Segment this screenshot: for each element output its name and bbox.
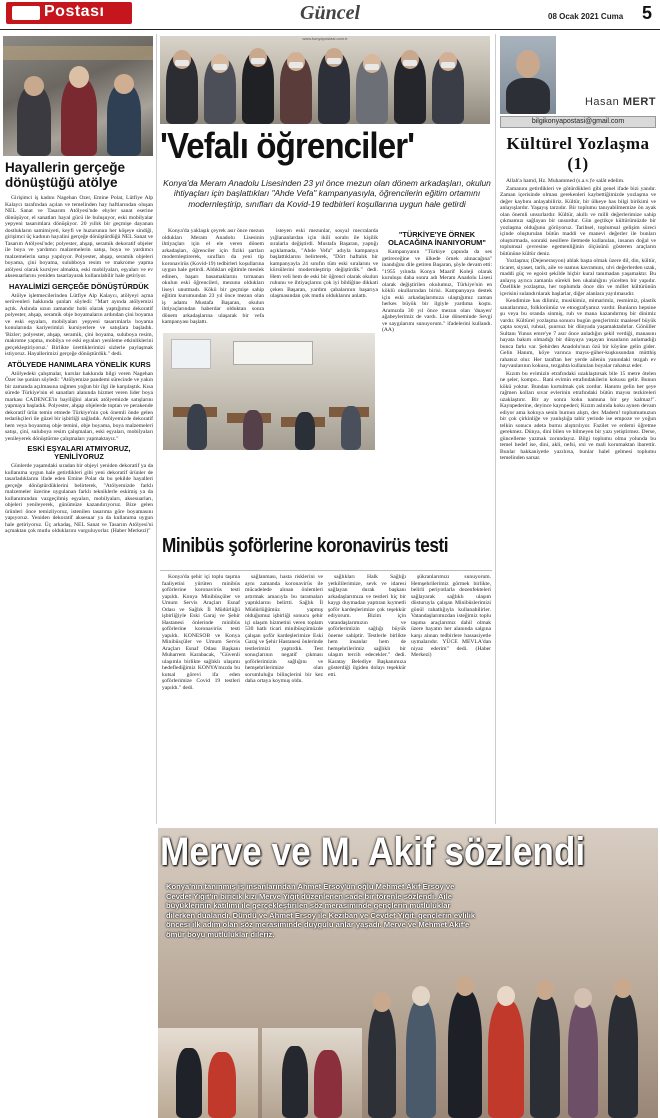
couple-figure [282,1046,308,1118]
main-story-paragraph: Konya'da yaklaşık çeyrek asır önce mezun oldukları Meram Anadolu Lisesinin ihtiyaçları için el ele veren dönem arkadaşları, öğrenciler için fiziki şartları modernleştirerek, sınıfları da yeni tip koronavirüs (Kovid-19) tedbirleri koşullarına uygun hale getirdi. Aldıkları eğitimle meslek edinen, başarı basamaklarını tırmanan okulun eski öğrencileri, mezunu oldukları liseyi unutmadı. Kökü bir geçmişe sahip eğitim kurumundan 23 yıl önce mezun olan iş adamı Mustafa Başaran, okulun ihtiyaçlarından haberdar olduktan sonra dönem arkadaşlarına ulaşarak bir vefa kampanyası başlattı. [162,228,264,325]
masthead-logo-text: Postası [44,3,105,20]
face-mask [289,62,303,68]
secondary-story-paragraph: Konya'da şehir içi toplu taşıma faaliyetini yürüten minibüs şoförlerine koronavirüs testi yapıldı. Konya Minibüsçüler ve Umum Servis Araçları Esnaf Odası ve Sağlık İl Müdürlüğü işbirliğiyle Eski Garaj ve Şehir Hastanesi önlerinde minibüs şoförlerine koronavirüs testi yapıldı. KONESOB ve Konya Minibüsçüler ve Umum Servis Araçları Esnaf Odası Başkanı Muharrem Karabacak, "Güvenli ulaşımla birlikte sağlıklı ulaşımı hedeflediğimiz KONYA'mızda bu kutsal görevi ifa eden şoförlerimize Covid 19 testleri yapıldı." dedi. [162,574,240,691]
main-story-headline: 'Vefalı öğrenciler' [160,125,415,166]
secondary-story-headline: Minibüs şoförlerine koronavirüs testi [162,535,449,557]
person-head [69,66,89,88]
secondary-story-paragraph: sağlanması, hasta risklerini ve aynı zamanda koronavirüs ile mücadelede alınan önlemleri artırmak amacıyla bu taramaları yaptıklarını belirtti. Sağlık İl Müdürlüğümüz yapmış olduğumuz işbirliği sonucu şehir içi ulaşım hizmetini veren toplam 530 hatlı ticari minibüsçümüzde çalışan şoför kardeşlerimize Eski Garaj ve Şehir Hastanesi önlerinde testlerimizi yaptırdık. Test sonuçlarının negatif çıkması şoförlerimizin sağlığını ve hemşehrilerimize olan sorumluluğu bilinçlerini bir kez daha ortaya koymuş oldu. [245,574,323,684]
face-mask [403,60,417,66]
section-divider [160,570,492,571]
column-paragraph: Allah'a hamd, Hz. Muhammed (s.a.v.)'e salât edelim. [506,178,625,184]
column-title: Kültürel Yozlaşma (1) [506,134,650,173]
guest-head [614,978,632,998]
page-number: 5 [642,3,653,23]
guest-head [574,988,592,1008]
left-article-paragraph: Atölye işletmecilerinden Lütfiye Alp Kalaycı, atölyeyi açma serüvenleri hakkında şunları söyledi: "Mart ayında atölyemizi açtık. Aslında uzun zamandır hobi olarak yaptığımız dekoratif polyester, ahşap, seramik obje boyamaların ardından çini boyama ve eski eşyaları, mobilyaları yepyeni tasarımlarla boyama konularında kariyerimizi kursiyerlere ve satışlara başladık. 'Bizler; polyester, ahşap, seramik, çini boyama, suluboya resim, makrome yapma, mobilya ve eski eşyaları yenileme etkinliklerini gerçekleştiriyoruz.' Birlikte ürettiklerimizi sizlerle paylaşmak istiyoruz. Hayallerimizi gerçeğe dönüştürdük." dedi. [5,292,153,357]
column-divider [495,34,496,824]
columnist-last-name: MERT [622,96,656,108]
face-mask [441,62,455,68]
columnist-name [560,96,656,108]
couple-figure [208,1052,236,1118]
issue-date: 08 Ocak 2021 Cuma [548,12,624,21]
person-figure [17,86,51,156]
guest-figure [406,1000,436,1118]
guest-figure [368,1006,396,1118]
left-article-paragraph: Atölyedeki çalışmalar, kurslar hakkında bilgi veren Nagehan Özer ise şunları söyledi: "Atölyemize pandemi sürecinde ve yakın bir zamanda açılmasına rağmen yoğun bir ilgi ile karşılaştık. Kısa sürede Türkiye'nin el sanatları alanında hizmet veren lider boya markası CADENCE'in bayiliğini alarak atölyemizde satışlarını yapmaya başladık. Polyester, ahşap objelerde toptan ve perakende dekoratif ürün temin etmede Türkiye'nin çok önemli önde gelen tedarikçileri ile güzel bir işbirliği sağladık. Atölyemizde dekoratif hem veya boyanmış obje temini, obje boyama, boya malzemeleri satışı, çini, suluboya resim çalışmaları, eski eşyaları, mobilyaları yenileyerek dönüştürme çalışmaları yapmaktayız." [5,370,153,442]
column-paragraph: Kızım bu evimizin etrafındaki uzaklaştırsak bile 15 metre ötelen ne şeler, kompo... Rani evimin etrafındakilerin kokusu gelir. Bunun kökü yoktur. Bundan kurtulmak çok zordur. Hanımı gelin her şeye rağmen kolları sıvar evlerinin etrafındaki bütün mayısı tezkireleri uzaklaştırır. Bir ay sonra koku namuna bir şey kalmaz!". Kaynpederine, deyince kaynpederi; Kızım aslında koku aynen devam ediyor ama kokuya senin burnun alıştı, der. Madem! toplumumuzun bir çok çirkinliğe ve yanlışlığa tabir yerinde ise empoze ve yoğun telkin sonucu adeta burnu alıştırılıyor. Fazilet ve erdemi öğretme gerekmez. Dünya, dini bilen ve bilmeyen bir yazı yetiştirmez. Derse, güncelleme yazmak zorundayız. Bilgi toplumu olma yolunda bu temel hedef ise, dini, akli, nefsi, ırsi ve mali korumaktan ibarettir. Bunlar hakkaniyetle yazılırsa, bunlar halel gelmesi toplumu temelinden sarsar. [500,370,656,461]
face-mask [175,60,189,66]
student-figure [341,406,361,450]
section-title: Güncel [300,2,360,24]
main-story-lead: Konya'da Meram Anadolu Lisesinden 23 yıl önce mezun olan dönem arkadaşları, okulun ihtiyaçları için başlattıkları "Ahde Vefa" kampanyasıyla, öğrencilerin eğitim ortamını modernleştirip, sınıfları da Kovid-19 tedbirleri koşullarına uygun hale getirdi [163,178,491,209]
column-divider [156,34,157,824]
bride-figure [488,1000,524,1118]
guest-figure [568,1002,598,1118]
bottom-story-lead: Konya'nın tanınmış iş insanlarından Ahmet Ersoy'un oğlu Mehmet Akif Ersoy ve Cevdet Yiğit'in biricik kızı Merve Yiğit düzenlenen sade bir törenle sözlendi. Aile büyüklerinin katılımı ile gerçekleştirilen söz merasiminde gençlerin mutluluklar dilerken dualandı. Dündü ve Ahmet Ersoy ile Keziban ve Cevdet Yiğit, gençlerin evlilik öncesi ilk adım olan söz merasiminde duygulu anlar yaşadı. Merve ve Mehmet Akif'e ömür boyu mutluluklar dileriz. [166,882,476,939]
secondary-story-col-1 [162,574,240,824]
shelf [3,46,153,60]
masthead-logo[interactable] [6,2,132,24]
left-article-subhead: ESKİ EŞYALARI ATMIYORUZ, YENİLİYORUZ [27,444,131,461]
left-article-paragraph: Günlerde yaşamdaki sıradan bir objeyi yeniden dekoratif ya da kullanıma uygun hale getirdikleri gibi yeni dekoratif ürünler de tasarladıklarını ifade eden Emine Polat da bu şekilde hayalleri gerçeğe dönüştürdüklerini belirterek, "Atölyemizde farklı malzemeler üzerine uygulanan farklı tekniklerle eskimiş ya da kullanımından vazgeçilmiş eşyaları, mobilyaları, aksesuarları, objeleri yenileyerek, günümüze kazandırıyoruz. Bize gelen ürünleri önce temizliyoruz, istenilen tasarıma göre boyamasını yapıyoruz. Yeniden dekoratif aksesuar ya da kullanıma uygun hale getiriyoruz. Üç arkadaş, NEL Sanat ve Tasarım Atölyesi'ni açmaktan çok mutlu olduklarını vurguluyorlar. (Haber Merkezi)" [5,463,153,534]
couple-figure [314,1050,342,1118]
logo-mark-icon [12,6,40,20]
left-article-body [5,195,153,1115]
left-article-paragraph: Girişimci iş kadını Nagehan Özer, Emine Polat, Lütfiye Alp Kalaycı tarafından açılan ve temelinden hay haftlarından oluşan NEL Sanat ve Tasarım Atölyesi'nde ehyler sanat eserine dönüşüyor, el sanatları hayal gücü ile buluşuyor, eski mobilyalar yepyeni tasarımlara dönüşüyor. 20 yıllık bir geçmişe dayanan dostlukların samimiyeti, keyfi ve huzurunun her köşeye sindiği, girişimci üç kadının hayalini gerçeğe dönüştürdüğü NEL Sanat ve Tasarım Atölyesi'nde; polyester, ahşap, seramik dekoratif objeler ile boya ve yardımcı malzemelerin satışı, boya ve yardımcı malzemelerin satışı yapılıyor. Polyester, ahşap, seramik objeleri boyama, çini boyama, sulubboya resim ve makrome yapma atölyesi olarak kursiyer almakta, eski mobilyaları, eşyaları ve ev aksesuarlarını yeniden tasarlayarak kullanılabilir hale getiriyor. [5,195,153,279]
atolye-photo [3,36,153,156]
guest-head [412,986,430,1006]
person-head [114,74,134,94]
guest-head [536,980,554,1000]
column-paragraph: Kendimize has dilimiz, musikimiz, mimarimiz, resmimiz, plastik sanatlarımız, folklorümüz ve etnografyamız vardır. Bunların hepsine şu veya bu oranda sinmiş, ruh ve mana kazandırmış bir dinimiz vardır. Kültürel yozlaşma sonucu bugün gençlerimiz maalesef büyük çapta sosyal, ruhsal, şuursuz bir dünyada yaşamaktadırlar. Gönüller Sultanı Yunus emre'ye 7 asır önce anladığın şekil verdiği, manasını hayata bakım olmadığı bir dünyaya yaşayan insanların anlamadığı bunca farkı var. Şehirden Anadolu'nun özü bir köyüne gelin gider. Gelin Hanım, köye varınca mayıs-güher-kuşkusundan mütthiş rahatsız olur. Her taraftan her yerde ailenin yanındaki tezgah ev hayvanlarının kokusu, tezgahta kullanılan boyalar rahatsız eder. [500,298,656,369]
bride-head [497,986,515,1006]
columnist-photo [500,36,556,114]
student-figure [295,412,315,450]
student-figure [187,404,207,450]
column-paragraph: Yozlaşma; (Dejenerasyon) ahlak başta olmak üzere dil, din, kültür, ticaret, siyaset, tarih, aile ve namus kavramını, ulvi değerlerden uzak, maddi güç ve egoist şekilde hiçbir kural tanımadan yaşamaktır. Bu anlayış ayrıca zamanla sürekli ben ukalalığını yücelten bir yapıdır. Özellikle yozlaşma, her toplumda önce din ve millet kültürünün içerisini sulandırılarak başlarlar, diğer alanlara yayılmasıdır. [500,258,656,297]
person-figure [107,84,141,156]
columnist-body [506,78,550,114]
couple-photo [262,1028,362,1118]
secondary-story-col-4 [411,574,491,824]
left-article-subhead: ATÖLYEDE HANIMLARA YÖNELİK KURS [7,359,151,369]
couple-figure [176,1048,202,1118]
left-article-subhead: HAYALİMİZİ GERÇEĞE DÖNÜŞTÜRDÜK [9,281,149,291]
person-figure [61,78,97,156]
main-story-subhead: "TÜRKİYE'YE ÖRNEK OLACAĞINA İNANIYORUM" [388,230,486,247]
face-mask [213,64,227,70]
guest-figure [608,992,638,1118]
columnist-email[interactable]: bilgikonyapostasi@gmail.com [500,116,656,128]
column-paragraph: Zamanını getirdikleri ve götürdükleri gibi genel ifade bizi yandır. Zaman içerisinde olması gerekenleri kaybettiğimizde yozlaşma ve değer kaybını anlayabiliriz. Kültür, bir ülkeye has bilgi birikimi ve anlayışlardır. Yaşayış tarzıdır. Bir toplumu tanıyabilmemize ön ayak olan önemli unsurlardır. Kültür, akıllı ve milli değerlerimize sahip çıkmamızı sağlayan bir unsurdur. Gün geçtikçe kültürümüzde bir yozlaşma olduğunu görüyoruz. Tarihsel, toplumsal gelişim süreci içinde oluşturulan bütün maddi ve manevi değerler ile bunları oluşturmada, sonraki nesillere iletmede kullanılan, insanın doğal ve toplumsal çevresine egemenliğinin ölçüsünü gösteren araçların bütününe kültür deniz. [500,185,656,257]
columnist-head [516,50,540,78]
left-article-headline: Hayallerin gerçeğe dönüştüğü atölye [5,160,126,190]
face-mask [327,58,341,64]
secondary-story-col-3 [328,574,406,824]
secondary-story-paragraph: şükranlarımızı sunuyorum. Hemşehrilerimiz görmek birlikte, belirli periyotlarla dezenfekteleri sağlayarak sağlıklı ulaşım düsturuyla çalışan Minibüslerimizi gönül rahatlığıyla kullanabilirler. Vatandaşlarımızdan isteğimiz toplu taşıma araçlarımız dahil olmak üzere hayatın her alanında salgına karşı alınan tedbirlere hassasiyetle uymalarıdır. YÜCE MEVLA'dan niyaz ederim" dedi. (Haber Merkezi) [411,574,491,658]
main-story-paragraph: isteyen eski mezunlar, sosyal mecralarda yığlananlardan için ikili sorabı ile kişilik sıralarla değiştirdi. Mustafa Başaran, yaptığı açıklamada, "Ahde Vefa" adıyla kampanya başlattıklarını belirterek, "Dört haftalık bir kampanyayla 24 sınıfın tüm eski sıralarını ve kürsülerini modernleştirip değiştirdik." dedi. Hem veli hem de eski bir öğrenci olarak okulun ruhunu ve ihtiyaçlarını çok iyi bildiğine dikkati çeken Başaran, yardım çabalarının başarıya ulaşmasından çok mutlu olduklarını anlattı. [270,228,378,299]
groom-head [456,976,474,996]
person-head [24,76,44,96]
masthead [0,0,660,30]
window [171,339,211,369]
bottom-story-headline: Merve ve M. Akif sözlendi [160,830,586,874]
face-mask [365,64,379,70]
columnist-first-name: Hasan [584,96,620,108]
face-mask [251,58,265,64]
whiteboard [233,341,313,365]
guest-figure [530,994,560,1118]
secondary-story-paragraph: sağlıkları Halk Sağlığı yetkililerimize, sevk ve idaresi sağlayan durak başkanı arkadaşlarımıza ve testleri hiç bir kaygı duymadan yaptıran kıymetli şoför kardeşlerimize çok teşekkür ediyorum. Bizim için vatandaşlarımızın ve şoförlerimizin sağlığı büyük öneme sahiptir. Testlerle birlikte hem insanlar hem de hemşehrilerimiz sağlıklı bir ulaşım tercih edecekler." dedi. Karatay Belediye Başkanımıza gösterdiği ilgiden dolayı teşekkür etti. [328,574,406,678]
guest-head [373,992,391,1012]
url-watermark: www.konyapostasi.com.tr [302,36,348,41]
main-story-col-1 [162,228,264,332]
groom-figure [448,990,482,1118]
main-story-paragraph: Kampanyanın "Türkiye çapında da ses getireceğine ve ülkede örnek alınacağına" inandığını dile getiren Başaran, şöyle devam etti: "1955 yılında Konya Maarif Koleji olarak kuruluşu daha sonra adı Meram Anadolu Lisesi olarak değiştirilen okulumuz, Türkiye'nin en köklü okullarından birisi. Kampanyaya destek için eski arkadaşlarımıza ulaştığımız zaman herkes büyük bir ilgiyle yardıma koştu. Aramızda 30 yıl önce mezun olan 'duayen' ağabeylerimiz de vardı. Lise döneminde Sevgi ve saygılarımı sunuyorum." ifadelerini kullandı. (AA) [382,249,492,333]
classroom-photo [163,333,375,450]
secondary-story-col-2 [245,574,323,824]
main-story-col-3 [382,228,492,568]
main-story-col-2 [270,228,378,332]
vefali-ogrenciler-photo [160,36,490,124]
student-figure [243,410,263,450]
column-body [500,178,656,826]
